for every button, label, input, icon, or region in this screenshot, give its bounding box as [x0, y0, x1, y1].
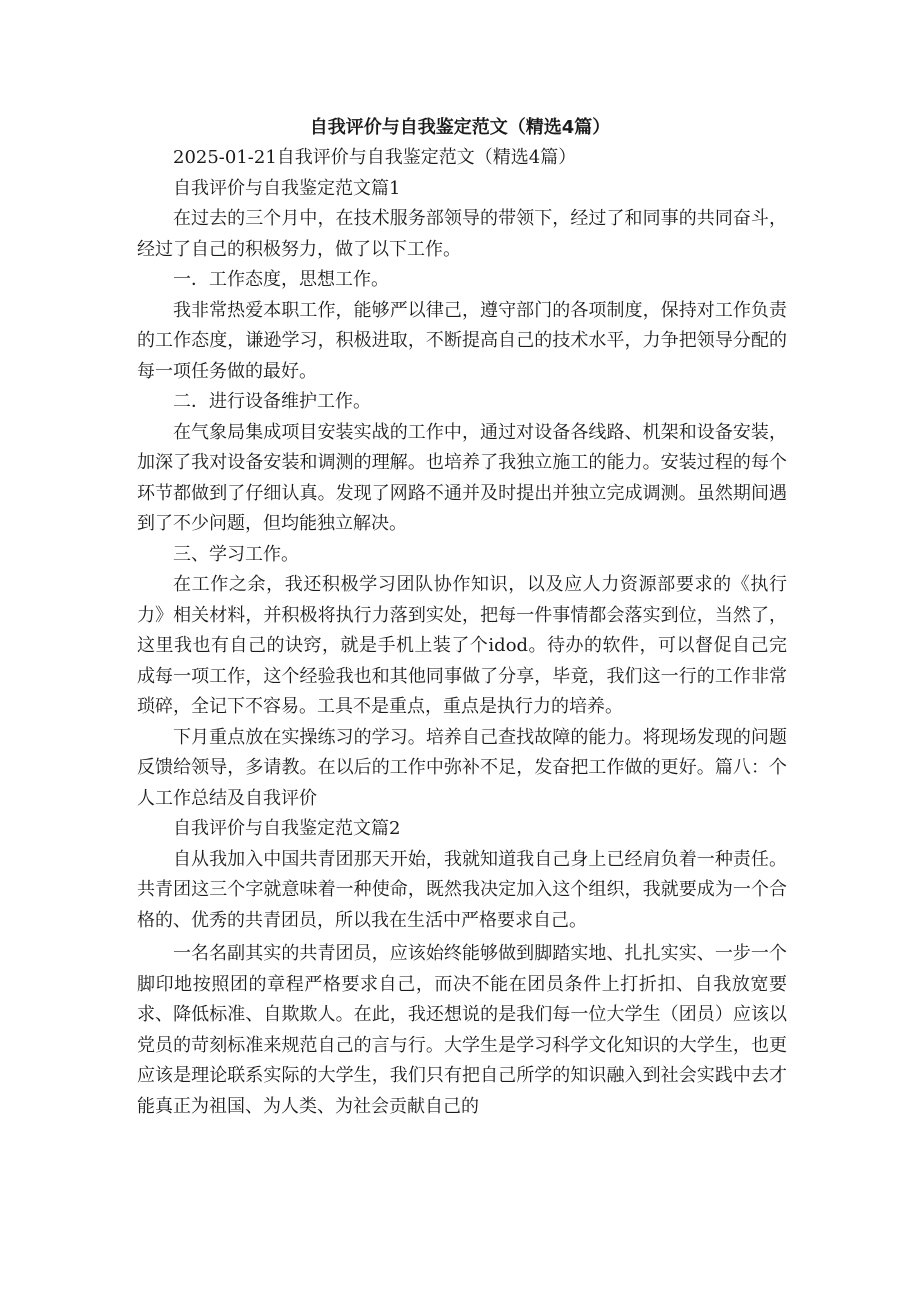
paragraph: 在过去的三个月中，在技术服务部领导的带领下，经过了和同事的共同奋斗，经过了自己的积极努力，做了以下工作。 [137, 208, 787, 260]
paragraph: 一名名副其实的共青团员，应该始终能够做到脚踏实地、扎扎实实、一步一个脚印地按照团的章程严格要求自己，而决不能在团员条件上打折扣、自我放宽要求、降低标准、自欺欺人。在此，我还想说的是我们每一位大学生（团员）应该以党员的苛刻标准来规范自己的言与行。大学生是学习科学文化知识的大学生，也更应该是理论联系实际的大学生，我们只有把自己所学的知识融入到社会实践中去才能真正为祖国、为人类、为社会贡献自己的 [137, 943, 787, 1117]
subheading: 二．进行设备维护工作。 [173, 391, 371, 412]
paragraph: 在工作之余，我还积极学习团队协作知识，以及应人力资源部要求的《执行力》相关材料，并积极将执行力落到实处，把每一件事情都会落实到位，当然了，这里我也有自己的诀窍，就是手机上装了个idod。待办的软件，可以督促自己完成每一项工作，这个经验我也和其他同事做了分享，毕竟，我们这一行的工作非常琐碎，全记下不容易。工具不是重点，重点是执行力的培养。 [137, 574, 787, 717]
paragraph: 下月重点放在实操练习的学习。培养自己查找故障的能力。将现场发现的问题反馈给领导，多请教。在以后的工作中弥补不足，发奋把工作做的更好。篇八：个人工作总结及自我评价 [137, 726, 787, 809]
paragraph: 我非常热爱本职工作，能够严以律己，遵守部门的各项制度，保持对工作负责的工作态度，谦逊学习，积极进取，不断提高自己的技术水平，力争把领导分配的每一项任务做的最好。 [137, 299, 787, 382]
document-body [137, 143, 787, 1122]
date-line: 2025-01-21自我评价与自我鉴定范文（精选4篇） [173, 147, 577, 168]
section-heading-1: 自我评价与自我鉴定范文篇1 [173, 177, 401, 199]
subheading: 三、学习工作。 [173, 543, 299, 565]
document-title: 自我评价与自我鉴定范文（精选4篇） [309, 117, 611, 138]
paragraph: 自从我加入中国共青团那天开始，我就知道我自己身上已经肩负着一种责任。共青团这三个字就意味着一种使命，既然我决定加入这个组织，我就要成为一个合格的、优秀的共青团员，所以我在生活中严格要求自己。 [137, 848, 787, 931]
section-heading-2: 自我评价与自我鉴定范文篇2 [173, 818, 401, 839]
subheading: 一．工作态度，思想工作。 [173, 269, 389, 290]
paragraph: 在气象局集成项目安装实战的工作中，通过对设备各线路、机架和设备安装，加深了我对设备安装和调测的理解。也培养了我独立施工的能力。安装过程的每个环节都做到了仔细认真。发现了网路不通并及时提出并独立完成调测。虽然期间遇到了不少问题，但均能独立解决。 [137, 421, 787, 534]
